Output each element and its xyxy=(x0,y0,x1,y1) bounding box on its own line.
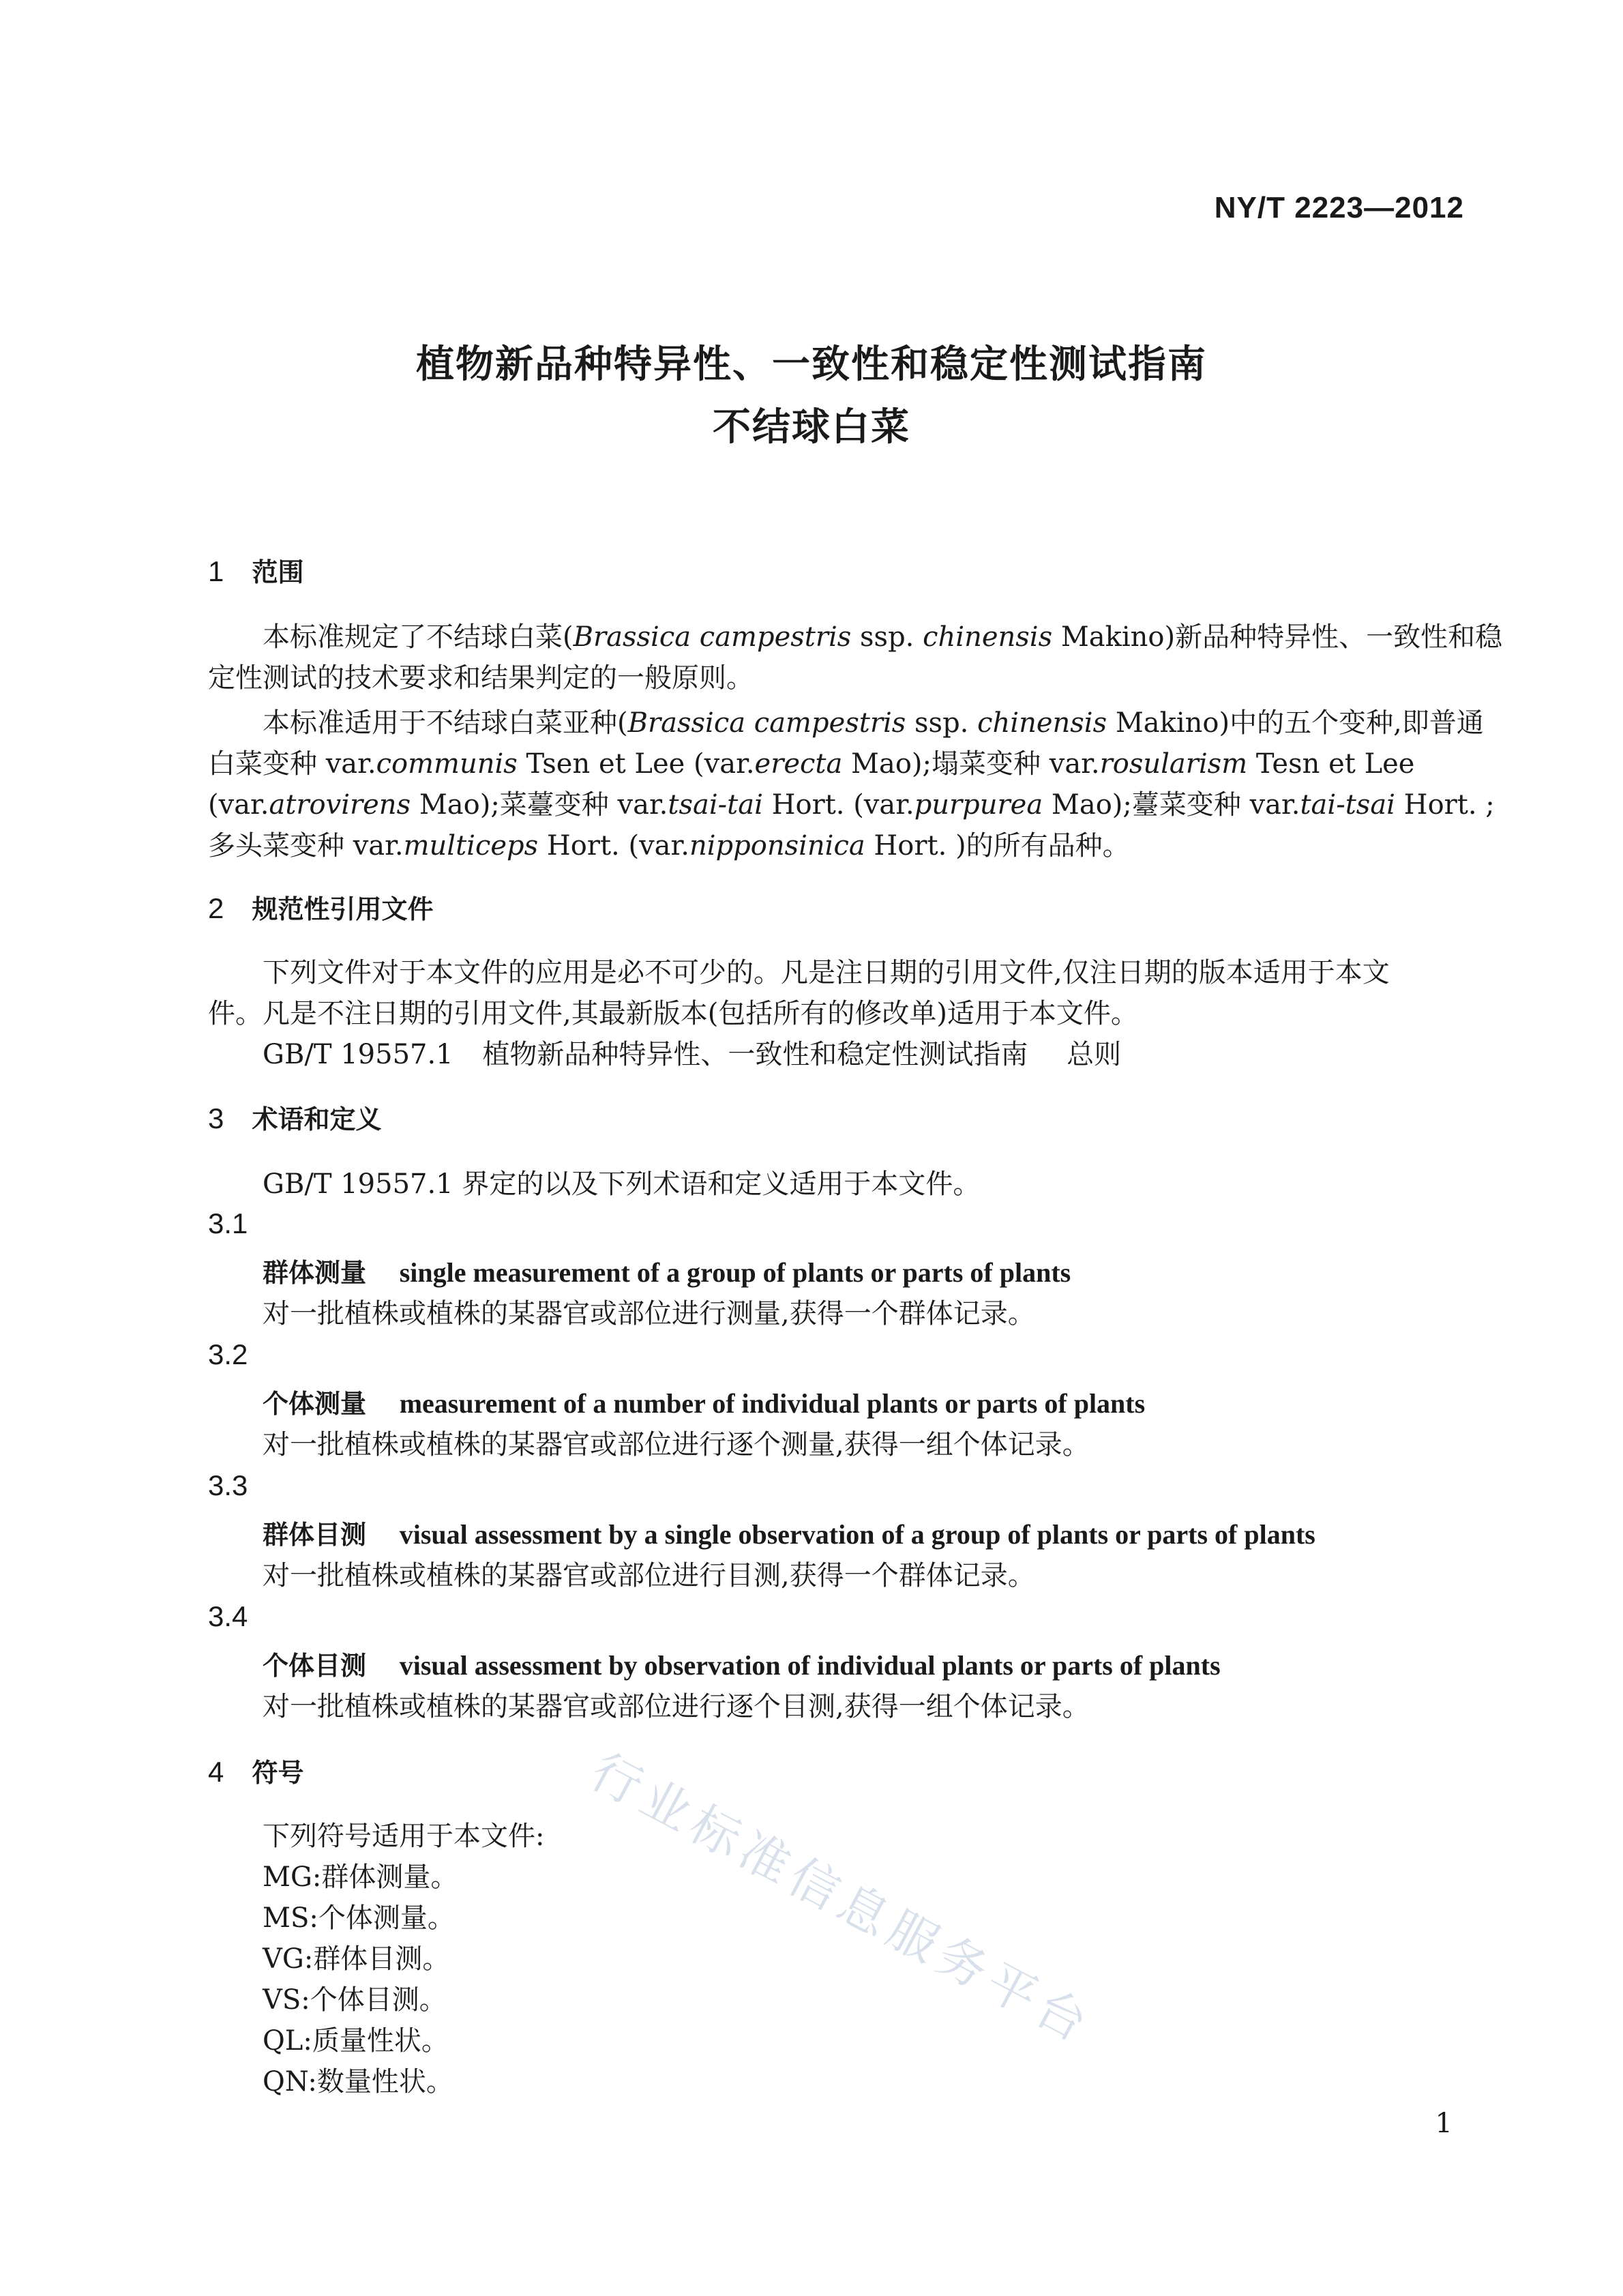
term-chinese: 个体目测 xyxy=(263,1651,367,1681)
term-chinese: 群体目测 xyxy=(263,1520,367,1550)
term-number: 3.2 xyxy=(208,1338,248,1370)
section-4-intro: 下列符号适用于本文件: xyxy=(263,1821,545,1852)
term-heading xyxy=(263,1252,1071,1293)
document-subtitle: 不结球白菜 xyxy=(713,405,910,450)
section-4-heading xyxy=(208,1752,303,1789)
section-2-para-line-2: 件。凡是不注日期的引用文件,其最新版本(包括所有的修改单)适用于本文件。 xyxy=(208,998,1138,1029)
section-1-para-1-line-1: 本标准规定了不结球白菜(Brassica campestris ssp. chinensis Makino)新品种特异性、一致性和稳 xyxy=(263,621,1503,653)
standard-number: NY/T 2223—2012 xyxy=(1214,191,1464,224)
page-number: 1 xyxy=(1435,2108,1453,2139)
term-heading xyxy=(263,1514,1315,1555)
section-number: 1 xyxy=(208,555,224,587)
term-number: 3.4 xyxy=(208,1600,248,1632)
term-number: 3.1 xyxy=(208,1207,248,1239)
symbol-item: MS:个体测量。 xyxy=(263,1902,455,1934)
section-number: 2 xyxy=(208,892,224,924)
term-number: 3.3 xyxy=(208,1469,248,1501)
reference-suffix: 总则 xyxy=(1067,1039,1122,1070)
term-definition: 对一批植株或植株的某器官或部位进行逐个测量,获得一组个体记录。 xyxy=(263,1429,1090,1460)
symbol-item: VG:群体目测。 xyxy=(263,1943,450,1975)
section-2-heading xyxy=(208,888,433,926)
section-title: 符号 xyxy=(252,1758,304,1788)
term-definition: 对一批植株或植株的某器官或部位进行测量,获得一个群体记录。 xyxy=(263,1298,1035,1329)
watermark: 行业标准信息服务平台 xyxy=(582,1742,1103,2056)
term-definition: 对一批植株或植株的某器官或部位进行逐个目测,获得一组个体记录。 xyxy=(263,1691,1090,1722)
term-english: measurement of a number of individual plants or parts of plants xyxy=(399,1388,1146,1419)
section-title: 术语和定义 xyxy=(252,1104,382,1134)
reference-code: GB/T 19557.1 xyxy=(263,1039,453,1070)
term-heading xyxy=(263,1383,1145,1424)
symbol-item: QL:质量性状。 xyxy=(263,2025,449,2057)
section-1-para-2-line-1: 本标准适用于不结球白菜亚种(Brassica campestris ssp. chinensis Makino)中的五个变种,即普通 xyxy=(263,707,1484,739)
section-1-para-2-line-2: 白菜变种 var.communis Tsen et Lee (var.erecta Mao);塌菜变种 var.rosularism Tesn et Lee xyxy=(208,748,1415,780)
term-english: single measurement of a group of plants or parts of plants xyxy=(399,1257,1071,1288)
section-1-para-1-line-2: 定性测试的技术要求和结果判定的一般原则。 xyxy=(208,662,754,694)
section-1-heading xyxy=(208,551,303,589)
section-3-intro: GB/T 19557.1 界定的以及下列术语和定义适用于本文件。 xyxy=(263,1168,981,1200)
symbol-item: QN:数量性状。 xyxy=(263,2066,453,2098)
term-heading xyxy=(263,1645,1221,1686)
section-title: 规范性引用文件 xyxy=(252,894,434,924)
section-number: 4 xyxy=(208,1756,224,1788)
section-title: 范围 xyxy=(252,557,304,587)
term-definition: 对一批植株或植株的某器官或部位进行目测,获得一个群体记录。 xyxy=(263,1560,1035,1591)
term-chinese: 个体测量 xyxy=(263,1389,367,1419)
symbol-item: VS:个体目测。 xyxy=(263,1984,447,2016)
reference-title: 植物新品种特异性、一致性和稳定性测试指南 xyxy=(482,1039,1028,1070)
section-2-para-line-1: 下列文件对于本文件的应用是必不可少的。凡是注日期的引用文件,仅注日期的版本适用于本文 xyxy=(263,957,1390,988)
section-number: 3 xyxy=(208,1102,224,1134)
section-1-para-2-line-3: (var.atrovirens Mao);菜薹变种 var.tsai-tai Hort. (var.purpurea Mao);薹菜变种 var.tai-tsai Hort. ; xyxy=(208,789,1495,821)
normative-reference xyxy=(263,1034,1121,1075)
term-english: visual assessment by observation of individual plants or parts of plants xyxy=(399,1650,1221,1681)
section-3-heading xyxy=(208,1098,381,1136)
term-chinese: 群体测量 xyxy=(263,1258,367,1288)
document-title: 植物新品种特异性、一致性和稳定性测试指南 xyxy=(416,342,1207,387)
term-english: visual assessment by a single observation of a group of plants or parts of plants xyxy=(399,1519,1315,1550)
symbol-item: MG:群体测量。 xyxy=(263,1861,458,1893)
section-1-para-2-line-4: 多头菜变种 var.multiceps Hort. (var.nipponsinica Hort. )的所有品种。 xyxy=(208,830,1130,862)
